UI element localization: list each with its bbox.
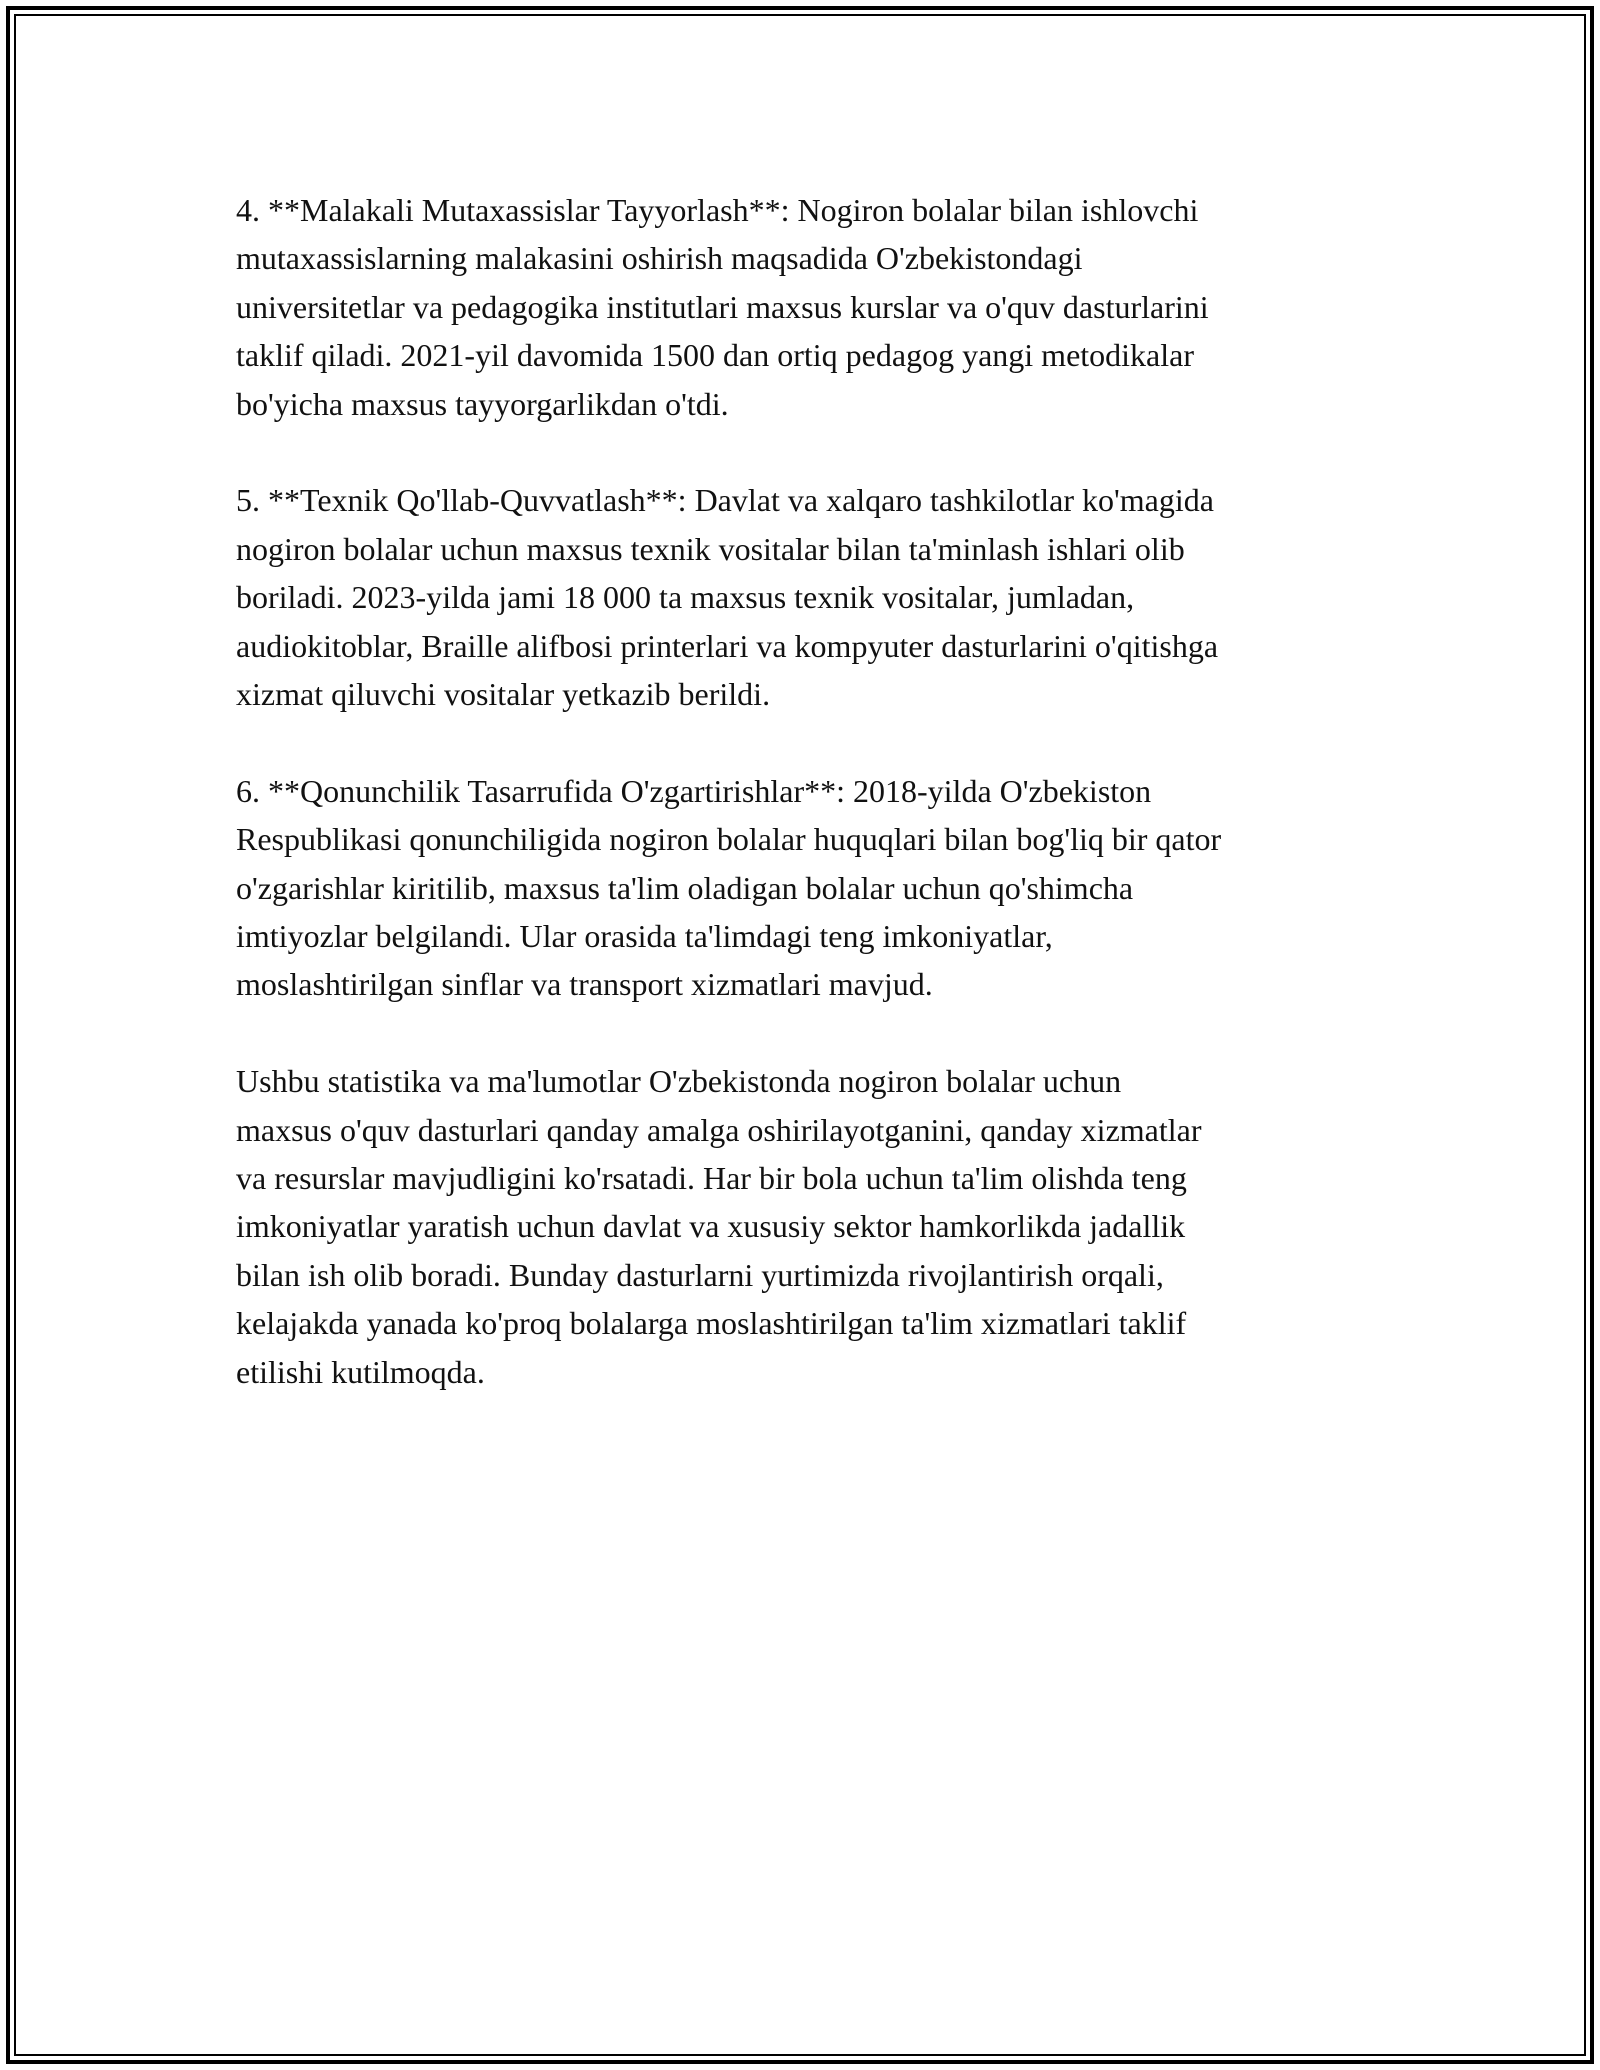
paragraph-technical-support: 5. **Texnik Qo'llab-Quvvatlash**: Davlat va xalqaro tashkilotlar ko'magida nogiron bolalar uchun maxsus texnik vositalar bilan ta'minlash ishlari olib boriladi. 2023-yilda jami 18 000 ta maxsus texnik vositalar, jumladan, audiokitoblar, Braille alifbosi printerlari va kompyuter dasturlarini o'qitishga xizmat qiluvchi vositalar yetkazib berildi. [236,482,1219,713]
document-body [236,186,1376,1445]
paragraph-legislative-changes: 6. **Qonunchilik Tasarrufida O'zgartirishlar**: 2018-yilda O'zbekiston Respublikasi qonunchiligida nogiron bolalar huquqlari bilan bog'liq bir qator o'zgarishlar kiritilib, maxsus ta'lim oladigan bolalar uchun qo'shimcha imtiyozlar belgilandi. Ular orasida ta'limdagi teng imkoniyatlar, moslashtirilgan sinflar va transport xizmatlari mavjud. [236,772,1222,1003]
paragraph-conclusion: Ushbu statistika va ma'lumotlar O'zbekistonda nogiron bolalar uchun maxsus o'quv dasturlari qanday amalga oshirilayotganini, qanday xizmatlar va resurslar mavjudligini ko'rsatadi. Har bir bola uchun ta'lim olishda teng imkoniyatlar yaratish uchun davlat va xususiy sektor hamkorlikda jadallik bilan ish olib boradi. Bunday dasturlarni yurtimizda rivojlantirish orqali, kelajakda yanada ko'proq bolalarga moslashtirilgan ta'lim xizmatlari taklif etilishi kutilmoqda. [236,1063,1202,1390]
paragraph-specialist-training: 4. **Malakali Mutaxassislar Tayyorlash**: Nogiron bolalar bilan ishlovchi mutaxassislarning malakasini oshirish maqsadida O'zbekistondagi universitetlar va pedagogika institutlari maxsus kurslar va o'quv dasturlarini taklif qiladi. 2021-yil davomida 1500 dan ortiq pedagog yangi metodikalar bo'yicha maxsus tayyorgarlikdan o'tdi. [236,192,1209,422]
